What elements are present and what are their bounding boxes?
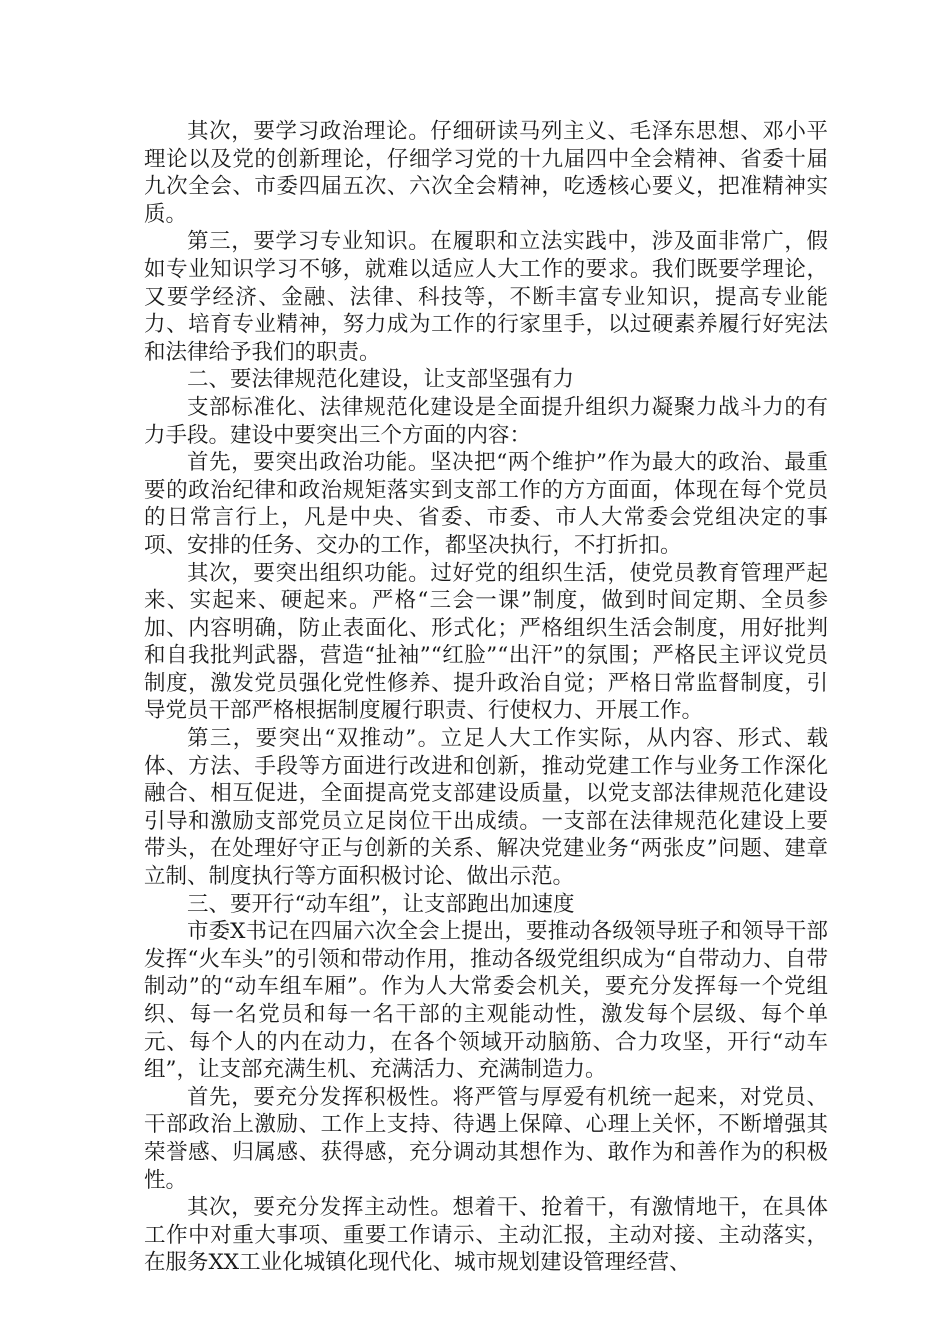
paragraph: 其次，要突出组织功能。过好党的组织生活，使党员教育管理严起来、实起来、硬起来。严格“三会一课”制度，做到时间定期、全员参加、内容明确，防止表面化、形式化；严格组织生活会制度，用好批判和自我批判武器，营造“扯袖”“红脸”“出汗”的氛围；严格民主评议党员制度，激发党员强化党性修养、提升政治自觉；严格日常监督制度，引导党员干部严格根据制度履行职责、行使权力、开展工作。: [144, 560, 828, 724]
paragraph: 支部标准化、法律规范化建设是全面提升组织力凝聚力战斗力的有力手段。建设中要突出三个方面的内容：: [144, 394, 828, 448]
paragraph: 市委X书记在四届六次全会上提出，要推动各级领导班子和领导干部发挥“火车头”的引领和带动作用，推动各级党组织成为“自带动力、自带制动”的“动车组车厢”。作为人大常委会机关，要充分发挥每一个党组织、每一名党员和每一名干部的主观能动性，激发每个层级、每个单元、每个人的内在动力，在各个领域开动脑筋、合力攻坚，开行“动车组”，让支部充满生机、充满活力、充满制造力。: [144, 919, 828, 1083]
section-heading: 三、要开行“动车组”，让支部跑出加速度: [187, 891, 575, 917]
paragraph: 首先，要充分发挥积极性。将严管与厚爱有机统一起来，对党员、干部政治上激励、工作上支持、待遇上保障、心理上关怀，不断增强其荣誉感、归属感、获得感，充分调动其想作为、敢作为和善作为的积极性。: [144, 1084, 828, 1193]
section-heading: 二、要法律规范化建设，让支部坚强有力: [187, 367, 575, 393]
paragraph: 其次，要充分发挥主动性。想着干、抢着干，有激情地干，在具体工作中对重大事项、重要工作请示、主动汇报，主动对接、主动落实，在服务XX工业化城镇化现代化、城市规划建设管理经营、: [144, 1195, 828, 1276]
document-body: [144, 118, 828, 1277]
paragraph: 首先，要突出政治功能。坚决把“两个维护”作为最大的政治、最重要的政治纪律和政治规矩落实到支部工作的方方面面，体现在每个党员的日常言行上，凡是中央、省委、市委、市人大常委会党组决定的事项、安排的任务、交办的工作，都坚决执行，不打折扣。: [144, 450, 828, 558]
paragraph: 第三，要突出“双推动”。立足人大工作实际，从内容、形式、载体、方法、手段等方面进行改进和创新，推动党建工作与业务工作深化融合、相互促进，全面提高党支部建设质量，以党支部法律规范化建设引导和激励支部党员立足岗位干出成绩。一支部在法律规范化建设上要带头，在处理好守正与创新的关系、解决党建业务“两张皮”问题、建章立制、制度执行等方面积极讨论、做出示范。: [144, 726, 828, 890]
paragraph: 第三，要学习专业知识。在履职和立法实践中，涉及面非常广，假如专业知识学习不够，就难以适应人大工作的要求。我们既要学理论，又要学经济、金融、法律、科技等，不断丰富专业知识，提高专业能力、培育专业精神，努力成为工作的行家里手，以过硬素养履行好宪法和法律给予我们的职责。: [144, 229, 828, 365]
paragraph: 其次，要学习政治理论。仔细研读马列主义、毛泽东思想、邓小平理论以及党的创新理论，仔细学习党的十九届四中全会精神、省委十届九次全会、市委四届五次、六次全会精神，吃透核心要义，把准精神实质。: [144, 119, 828, 227]
